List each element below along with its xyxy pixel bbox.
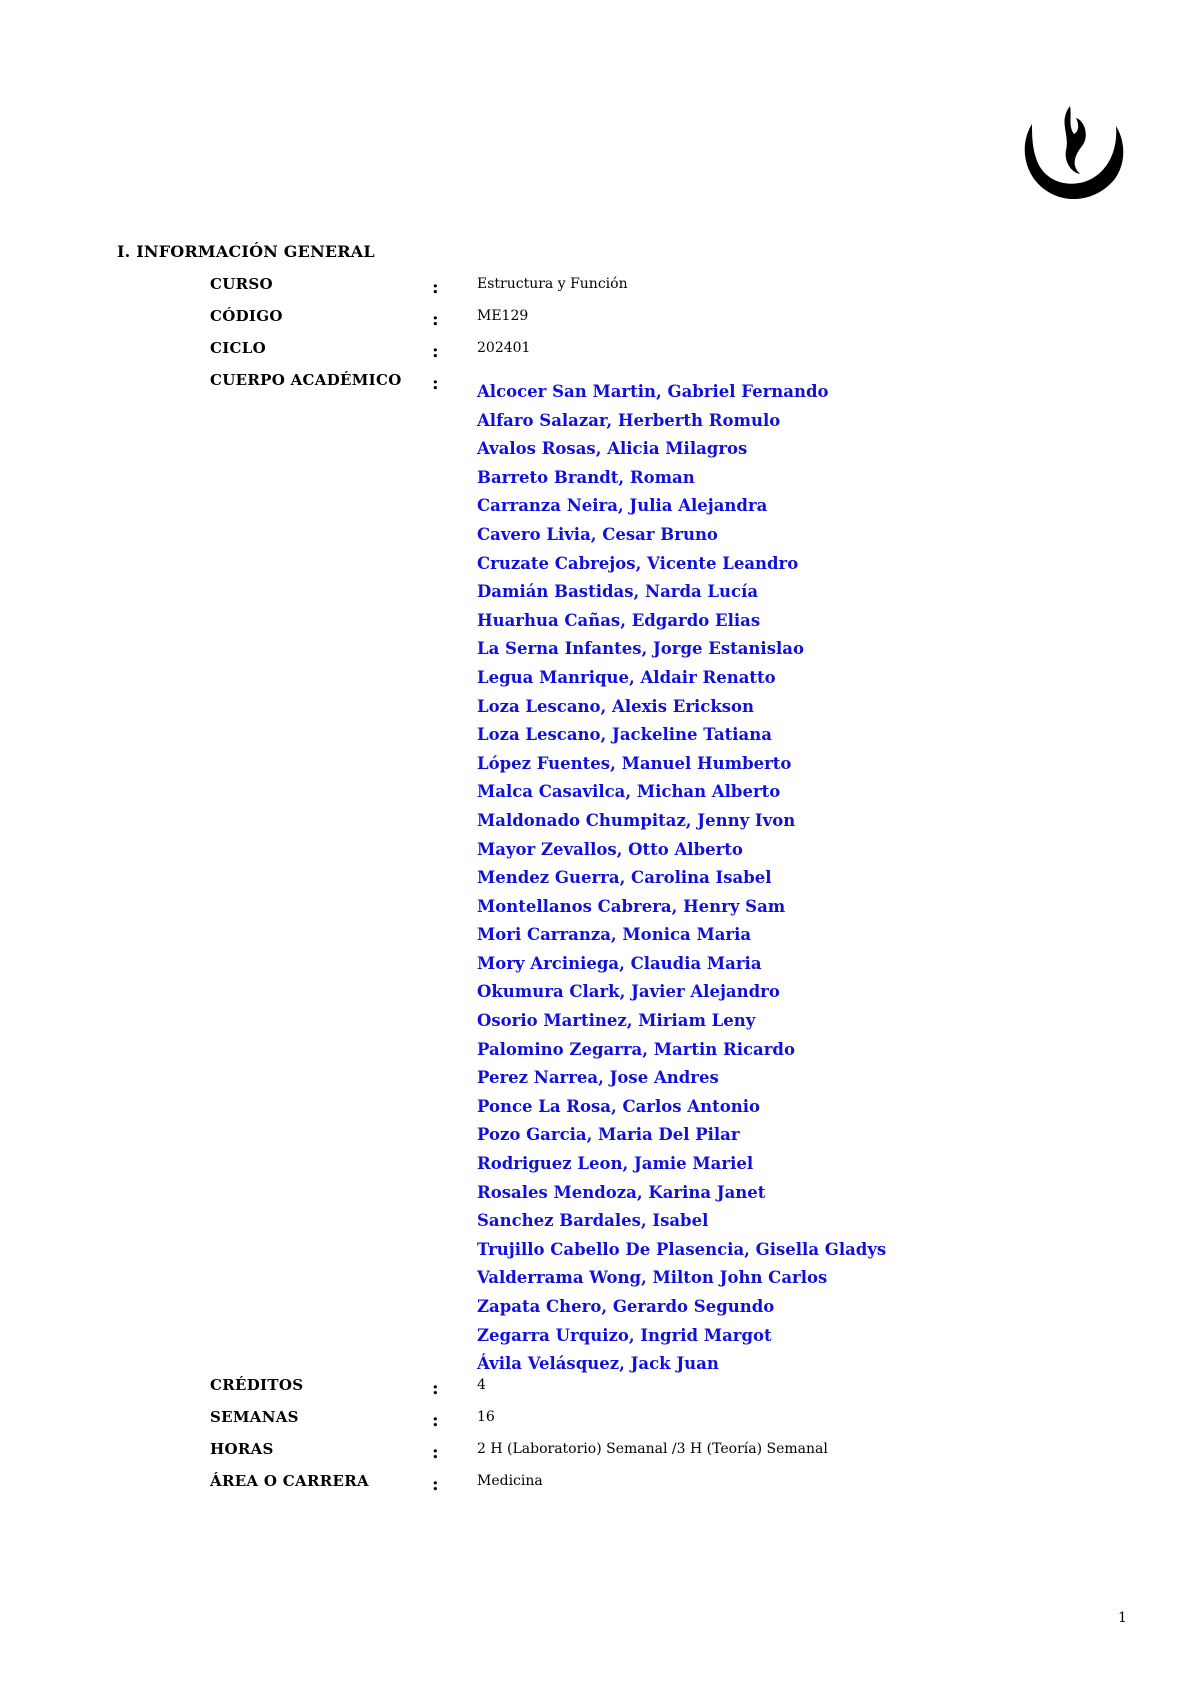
creditos-colon: : [432, 1378, 439, 1399]
curso-label: CURSO [210, 275, 273, 293]
faculty-member: Huarhua Cañas, Edgardo Elias [477, 610, 761, 630]
faculty-member: Perez Narrea, Jose Andres [477, 1068, 719, 1088]
faculty-member: Avalos Rosas, Alicia Milagros [477, 439, 748, 459]
codigo-label: CÓDIGO [210, 307, 283, 325]
faculty-member: Okumura Clark, Javier Alejandro [477, 982, 780, 1002]
faculty-member: Trujillo Cabello De Plasencia, Gisella Gladys [477, 1239, 887, 1259]
semanas-label: SEMANAS [210, 1408, 299, 1426]
faculty-member: Palomino Zegarra, Martin Ricardo [477, 1039, 795, 1059]
ciclo-value: 202401 [477, 340, 531, 356]
area-carrera-colon: : [432, 1474, 439, 1495]
faculty-member: Damián Bastidas, Narda Lucía [477, 582, 759, 602]
faculty-member: Valderrama Wong, Milton John Carlos [477, 1268, 828, 1288]
horas-label: HORAS [210, 1440, 274, 1458]
faculty-member: Ávila Velásquez, Jack Juan [477, 1354, 719, 1374]
faculty-member: Legua Manrique, Aldair Renatto [477, 667, 776, 687]
semanas-colon: : [432, 1410, 439, 1431]
creditos-label: CRÉDITOS [210, 1376, 304, 1394]
codigo-colon: : [432, 309, 439, 330]
faculty-member: Malca Casavilca, Michan Alberto [477, 782, 781, 802]
faculty-member: Cavero Livia, Cesar Bruno [477, 524, 718, 544]
faculty-member: Ponce La Rosa, Carlos Antonio [477, 1096, 760, 1116]
faculty-member: Rodriguez Leon, Jamie Mariel [477, 1154, 754, 1174]
curso-colon: : [432, 277, 439, 298]
faculty-member: Mory Arciniega, Claudia Maria [477, 953, 762, 973]
horas-value: 2 H (Laboratorio) Semanal /3 H (Teoría) Semanal [477, 1441, 828, 1457]
faculty-member: Zapata Chero, Gerardo Segundo [477, 1297, 775, 1316]
faculty-member: Rosales Mendoza, Karina Janet [477, 1182, 766, 1202]
section-title: I. INFORMACIÓN GENERAL [117, 242, 375, 261]
faculty-member: Mayor Zevallos, Otto Alberto [477, 839, 743, 859]
university-logo-icon [1018, 100, 1128, 206]
faculty-member: La Serna Infantes, Jorge Estanislao [477, 639, 804, 659]
faculty-member: Carranza Neira, Julia Alejandra [477, 496, 768, 516]
cuerpo-academico-label: CUERPO ACADÉMICO [210, 371, 402, 389]
area-carrera-label: ÁREA O CARRERA [210, 1472, 369, 1490]
horas-colon: : [432, 1442, 439, 1463]
faculty-member: Alfaro Salazar, Herberth Romulo [477, 410, 781, 430]
faculty-member: Sanchez Bardales, Isabel [477, 1211, 709, 1231]
faculty-member: Osorio Martinez, Miriam Leny [477, 1011, 756, 1031]
faculty-member: Montellanos Cabrera, Henry Sam [477, 896, 786, 916]
faculty-member: Maldonado Chumpitaz, Jenny Ivon [477, 810, 796, 830]
codigo-value: ME129 [477, 308, 529, 324]
ciclo-colon: : [432, 341, 439, 362]
creditos-value: 4 [477, 1377, 486, 1393]
faculty-member: Loza Lescano, Alexis Erickson [477, 696, 755, 716]
faculty-list [477, 378, 886, 1379]
faculty-member: Loza Lescano, Jackeline Tatiana [477, 725, 772, 745]
area-carrera-value: Medicina [477, 1473, 543, 1489]
faculty-member: Zegarra Urquizo, Ingrid Margot [477, 1325, 772, 1345]
curso-value: Estructura y Función [477, 276, 628, 292]
page-number: 1 [1118, 1610, 1127, 1626]
faculty-member: Pozo Garcia, Maria Del Pilar [477, 1125, 740, 1145]
faculty-member: Mendez Guerra, Carolina Isabel [477, 868, 772, 888]
cuerpo-academico-colon: : [432, 373, 439, 394]
faculty-member: Cruzate Cabrejos, Vicente Leandro [477, 553, 799, 573]
faculty-member: Barreto Brandt, Roman [477, 467, 695, 487]
faculty-member: López Fuentes, Manuel Humberto [477, 753, 792, 773]
semanas-value: 16 [477, 1409, 495, 1425]
faculty-member: Alcocer San Martin, Gabriel Fernando [477, 382, 829, 401]
ciclo-label: CICLO [210, 339, 267, 357]
faculty-member: Mori Carranza, Monica Maria [477, 925, 752, 945]
